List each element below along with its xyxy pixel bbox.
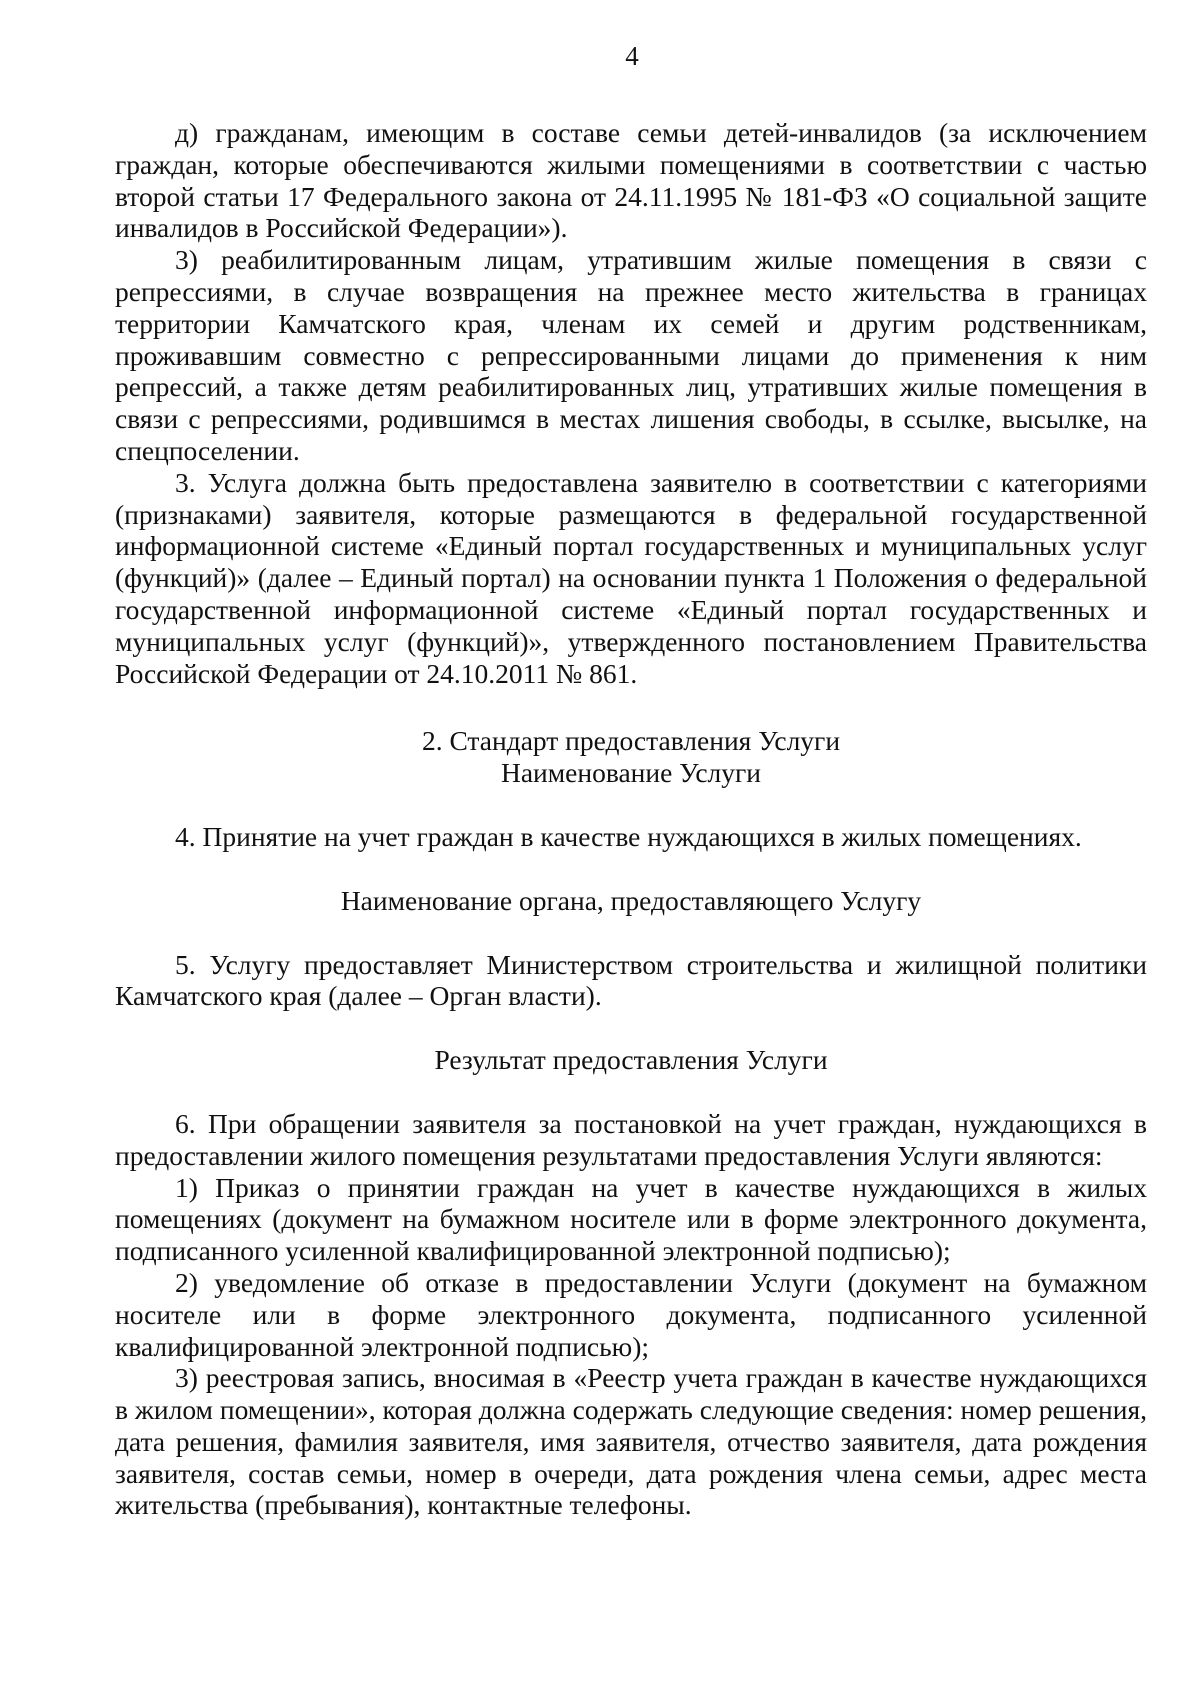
paragraph-4-service-name: 4. Принятие на учет граждан в качестве нуждающихся в жилых помещениях. bbox=[175, 820, 1082, 852]
page-number: 4 bbox=[625, 41, 639, 71]
paragraph-3-service-categories: 3. Услуга должна быть предоставлена заявителю в соответствии с категориями (признаками) заявителя, которые размещаются в федеральной государственной информационной системе «Единый портал государственных и муниципальных услуг (функций)» (далее – Единый портал) на основании пункта 1 Положения о федеральной государственной информационной системе «Единый портал государственных и муниципальных услуг (функций)», утвержденного постановлением Правительства Российской Федерации от 24.10.2011 № 861. bbox=[115, 466, 1147, 689]
spacer bbox=[115, 1076, 1147, 1108]
paragraph-6-1-order: 1) Приказ о принятии граждан на учет в качестве нуждающихся в жилых помещениях (документ на бумажном носителе или в форме электронного документа, подписанного усиленной квалифицированной электронной подписью); bbox=[115, 1171, 1147, 1267]
spacer bbox=[115, 1012, 1147, 1044]
paragraph-6-results: 6. При обращении заявителя за постановкой на учет граждан, нуждающихся в предоставлении жилого помещения результатами предоставления Услуги являются: bbox=[115, 1107, 1147, 1171]
spacer bbox=[115, 917, 1147, 949]
document-body bbox=[115, 117, 1147, 1521]
paragraph-5-authority: 5. Услугу предоставляет Министерством строительства и жилищной политики Камчатского края (далее – Орган власти). bbox=[115, 948, 1147, 1012]
spacer bbox=[115, 789, 1147, 821]
result-heading: Результат предоставления Услуги bbox=[434, 1044, 828, 1076]
paragraph-d-disabled-children: д) гражданам, имеющим в составе семьи детей-инвалидов (за исключением граждан, которые обеспечиваются жилыми помещениями в соответствии с частью второй статьи 17 Федерального закона от 24.11.1995 № 181-ФЗ «О социальной защите инвалидов в Российской Федерации»). bbox=[115, 117, 1147, 244]
paragraph-6-3-registry: 3) реестровая запись, вносимая в «Реестр учета граждан в качестве нуждающихся в жилом помещении», которая должна содержать следующие сведения: номер решения, дата решения, фамилия заявителя, имя заявителя, отчество заявителя, дата рождения заявителя, состав семьи, номер в очереди, дата рождения члена семьи, адрес места жительства (пребывания), контактные телефоны. bbox=[115, 1362, 1147, 1521]
spacer bbox=[115, 853, 1147, 885]
authority-name-heading: Наименование органа, предоставляющего Услугу bbox=[340, 884, 922, 916]
paragraph-3-rehabilitated: 3) реабилитированным лицам, утратившим жилые помещения в связи с репрессиями, в случае возвращения на прежнее место жительства в границах территории Камчатского края, членам их семей и другим родственникам, проживавшим совместно с репрессированными лицами до применения к ним репрессий, а также детям реабилитированных лиц, утративших жилые помещения в связи с репрессиями, родившимся в местах лишения свободы, в ссылке, высылке, на спецпоселении. bbox=[115, 244, 1147, 466]
service-name-heading: Наименование Услуги bbox=[500, 757, 762, 789]
spacer bbox=[115, 689, 1147, 725]
section-2-heading: 2. Стандарт предоставления Услуги bbox=[421, 725, 841, 757]
paragraph-6-2-refusal: 2) уведомление об отказе в предоставлении Услуги (документ на бумажном носителе или в форме электронного документа, подписанного усиленной квалифицированной электронной подписью); bbox=[115, 1266, 1147, 1362]
